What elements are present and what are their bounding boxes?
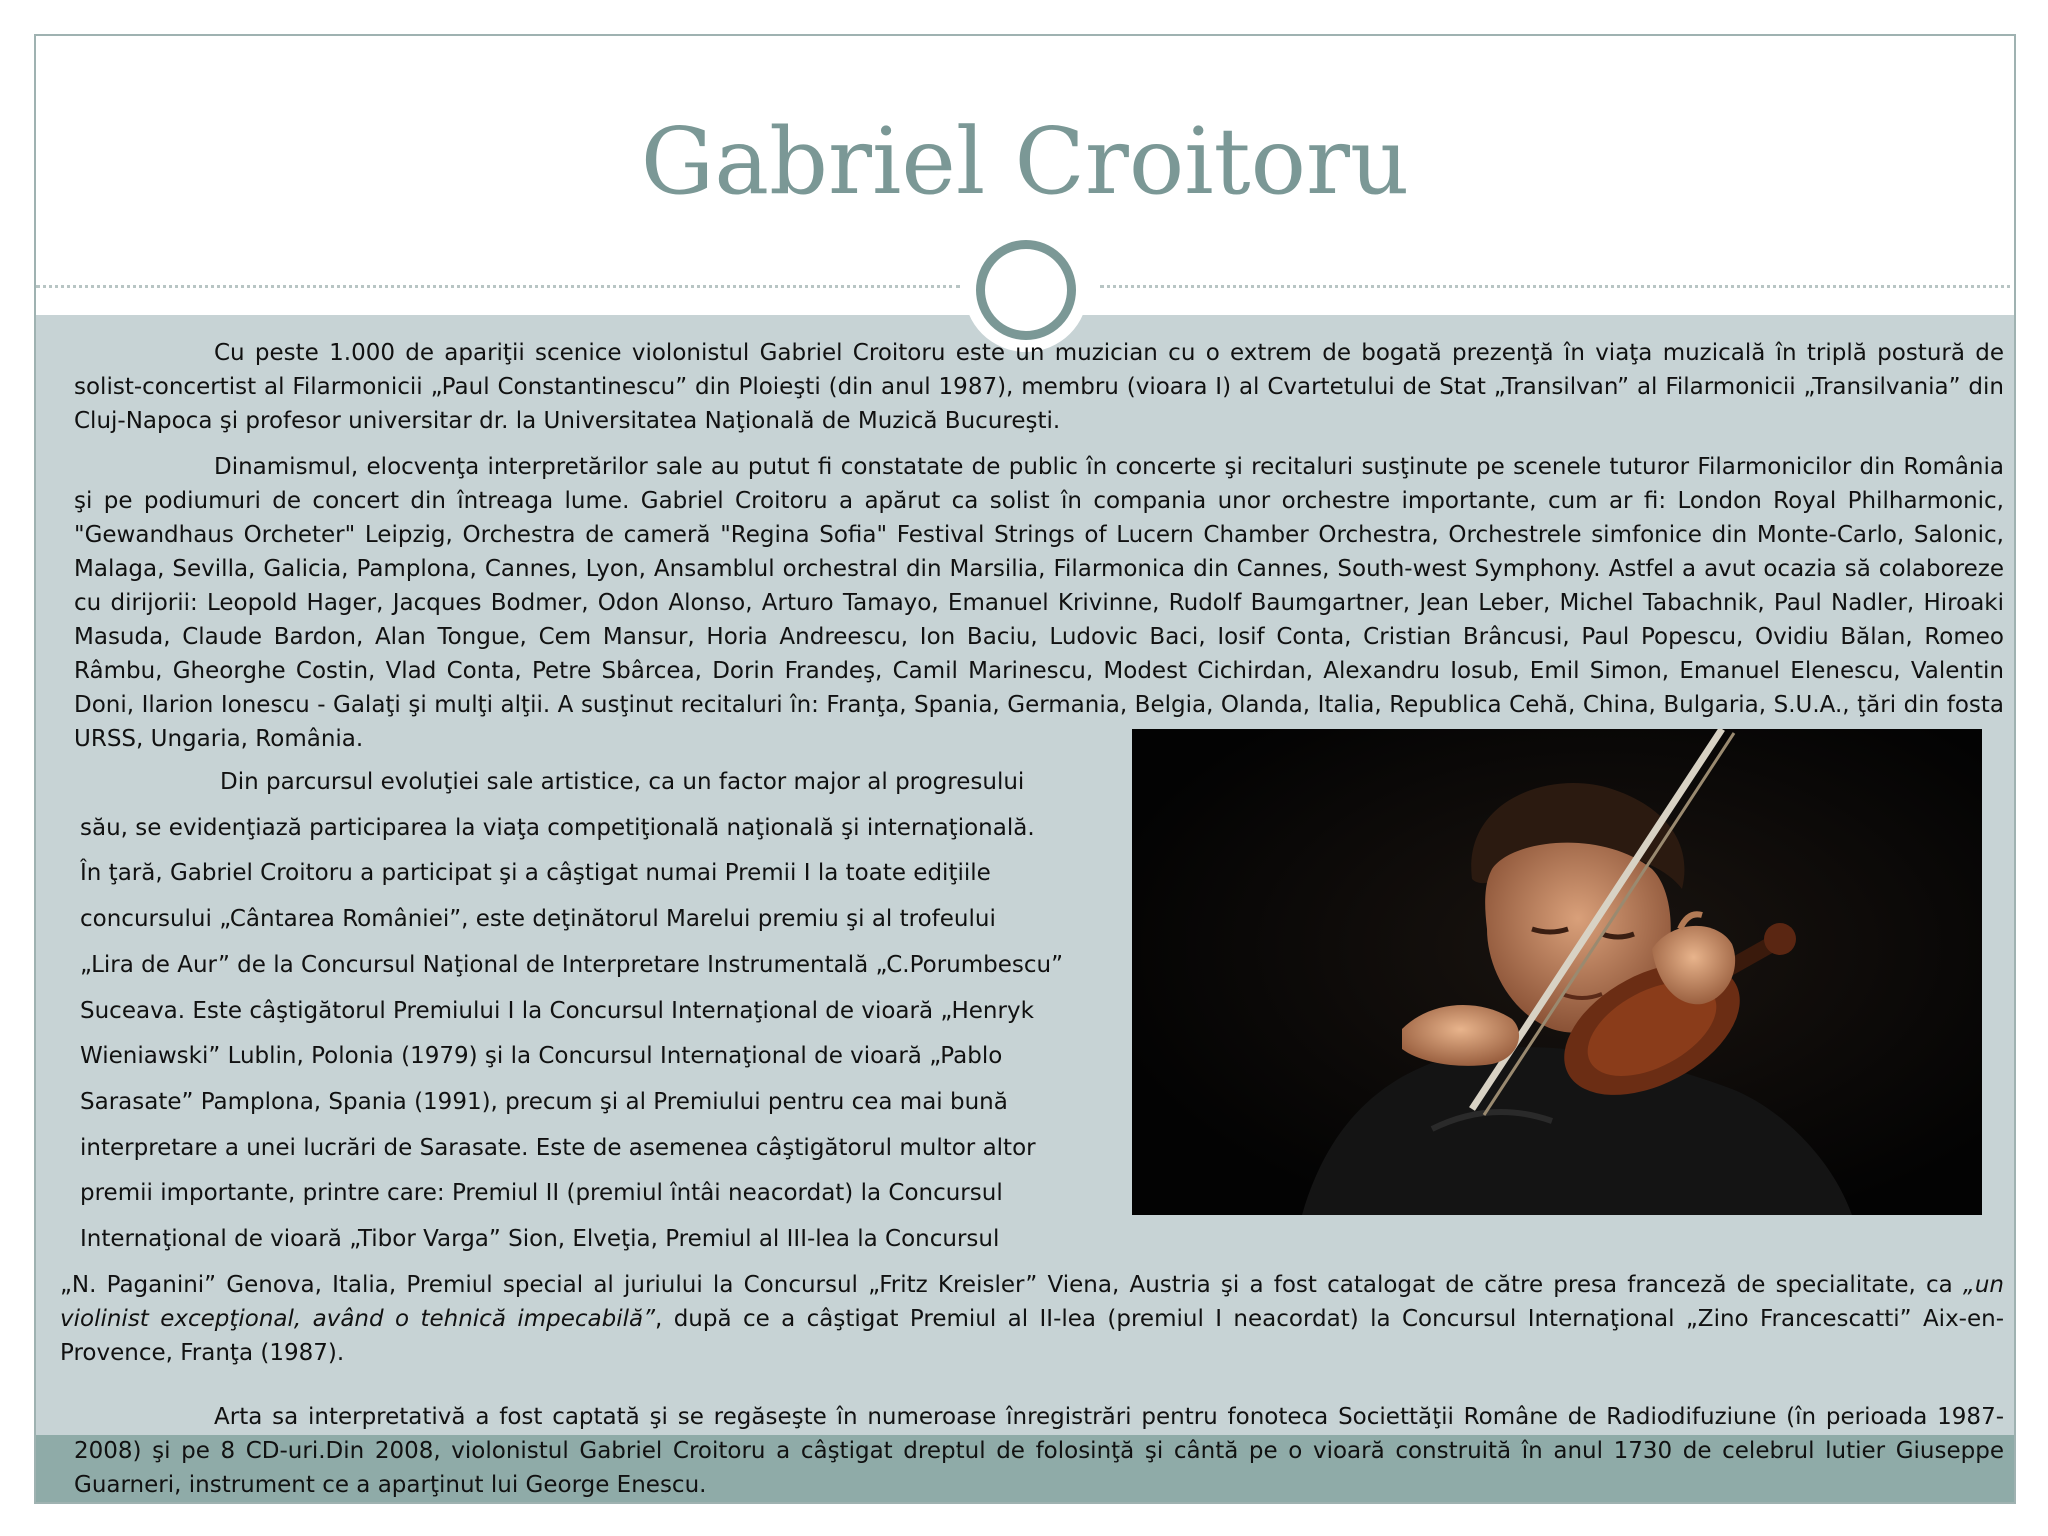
competitions-line: Wieniawski” Lublin, Polonia (1979) şi la Concursul Internaţional de vioară „Pablo	[80, 1043, 1003, 1070]
paragraph-awards	[60, 1268, 2004, 1370]
paragraph-intro: Cu peste 1.000 de apariţii scenice violonistul Gabriel Croitoru este un muzician cu o extrem de bogată prezenţă în viaţa muzicală în triplă postură de solist-concertist al Filarmonicii „Paul Constantinescu” din Ploieşti (din anul 1987), membru (vioara I) al Cvartetului de Stat „Transilvan” al Filarmonicii „Transilvania” din Cluj-Napoca şi profesor universitar dr. la Universitatea Naţională de Muzică Bucureşti.	[74, 340, 2004, 434]
slide-title: Gabriel Croitoru	[640, 108, 1410, 215]
competitions-line: „Lira de Aur” de la Concursul Naţional de Interpretare Instrumentală „C.Porumbescu”	[80, 951, 1064, 978]
awards-press-quote: „un violinist excepţional, având o tehnică impecabilă”	[60, 1272, 2004, 1332]
competitions-line: Suceava. Este câştigătorul Premiului I la Concursul Internaţional de vioară „Henryk	[80, 997, 1034, 1024]
slide	[34, 34, 2016, 1504]
competitions-line: concursului „Cântarea României”, este deţinătorul Marelui premiu şi al trofeului	[80, 906, 996, 933]
competitions-line: Internaţional de vioară „Tibor Varga” Sion, Elveţia, Premiul al III-lea la Concursul	[80, 1226, 1000, 1253]
competitions-line: În ţară, Gabriel Croitoru a participat şi a câştigat numai Premii I la toate ediţiile	[80, 860, 991, 887]
paragraph-recordings: Arta sa interpretativă a fost captată şi se regăseşte în numeroase înregistrări pentru fonoteca Societtăţii Române de Radiodifuziune (în perioada 1987-2008) şi pe 8 CD-uri.Din 2008, violonistul Gabriel Croitoru a câştigat dreptul de folosinţă şi cântă pe o vioară construită în anul 1730 de celebrul lutier Giuseppe Guarneri, instrument ce a aparţinut lui George Enescu.	[74, 1404, 2004, 1498]
title-divider-right	[1100, 285, 2016, 288]
competitions-line: Sarasate” Pamplona, Spania (1991), precum şi al Premiului pentru cea mai bună	[80, 1088, 1008, 1115]
competitions-line: său, se evidenţiază participarea la viaţa competiţională naţională şi internaţională.	[80, 814, 1035, 841]
violinist-photo	[1132, 729, 1982, 1215]
competitions-line: premii importante, printre care: Premiul II (premiul întâi neacordat) la Concursul	[80, 1180, 1003, 1207]
paragraph-career: Dinamismul, elocvenţa interpretărilor sale au putut fi constatate de public în concerte şi recitaluri susţinute pe scenele tuturor Filarmonicilor din România şi pe podiumuri de concert din întreaga lume. Gabriel Croitoru a apărut ca solist în compania unor orchestre importante, cum ar fi: London Royal Philharmonic, "Gewandhaus Orcheter" Leipzig, Orchestra de cameră "Regina Sofia" Festival Strings of Lucern Chamber Orchestra, Orchestrele simfonice din Monte-Carlo, Salonic, Malaga, Sevilla, Galicia, Pamplona, Cannes, Lyon, Ansamblul orchestral din Marsilia, Filarmonica din Cannes, South-west Symphony. Astfel a avut ocazia să colaboreze cu dirijorii: Leopold Hager, Jacques Bodmer, Odon Alonso, Arturo Tamayo, Emanuel Krivinne, Rudolf Baumgartner, Jean Leber, Michel Tabachnik, Paul Nadler, Hiroaki Masuda, Claude Bardon, Alan Tongue, Cem Mansur, Horia Andreescu, Ion Baciu, Ludovic Baci, Iosif Conta, Cristian Brâncusi, Paul Popescu, Ovidiu Bălan, Romeo Râmbu, Gheorghe Costin, Vlad Conta, Petre Sbârcea, Dorin Frandeş, Camil Marinescu, Modest Cichirdan, Alexandru Iosub, Emil Simon, Emanuel Elenescu, Valentin Doni, Ilarion Ionescu - Galaţi şi mulţi alţii. A susţinut recitaluri în: Franţa, Spania, Germania, Belgia, Olanda, Italia, Republica Cehă, China, Bulgaria, S.U.A., ţări din fosta URSS, Ungaria, România.	[74, 454, 2004, 752]
awards-text-start: „N. Paganini” Genova, Italia, Premiul special al juriului la Concursul „Fritz Kreisler” Viena, Austria şi a fost catalogat de către presa franceză de specialitate, ca	[60, 1272, 1963, 1298]
violinist-illustration	[1132, 729, 1982, 1215]
awards-text-end: , după ce a câştigat Premiul al II-lea (premiul I neacordat) la Concursul Internaţional „Zino Francescatti” Aix-en-Provence, Franţa (1987).	[60, 1306, 2005, 1366]
competitions-line: Din parcursul evoluţiei sale artistice, ca un factor major al progresului	[220, 769, 1025, 795]
circle-ornament-icon	[976, 240, 1076, 340]
paragraph-competitions	[80, 760, 1090, 1263]
competitions-line: interpretare a unei lucrări de Sarasate. Este de asemenea câştigătorul multor altor	[80, 1134, 1036, 1161]
title-divider-left	[36, 285, 960, 288]
